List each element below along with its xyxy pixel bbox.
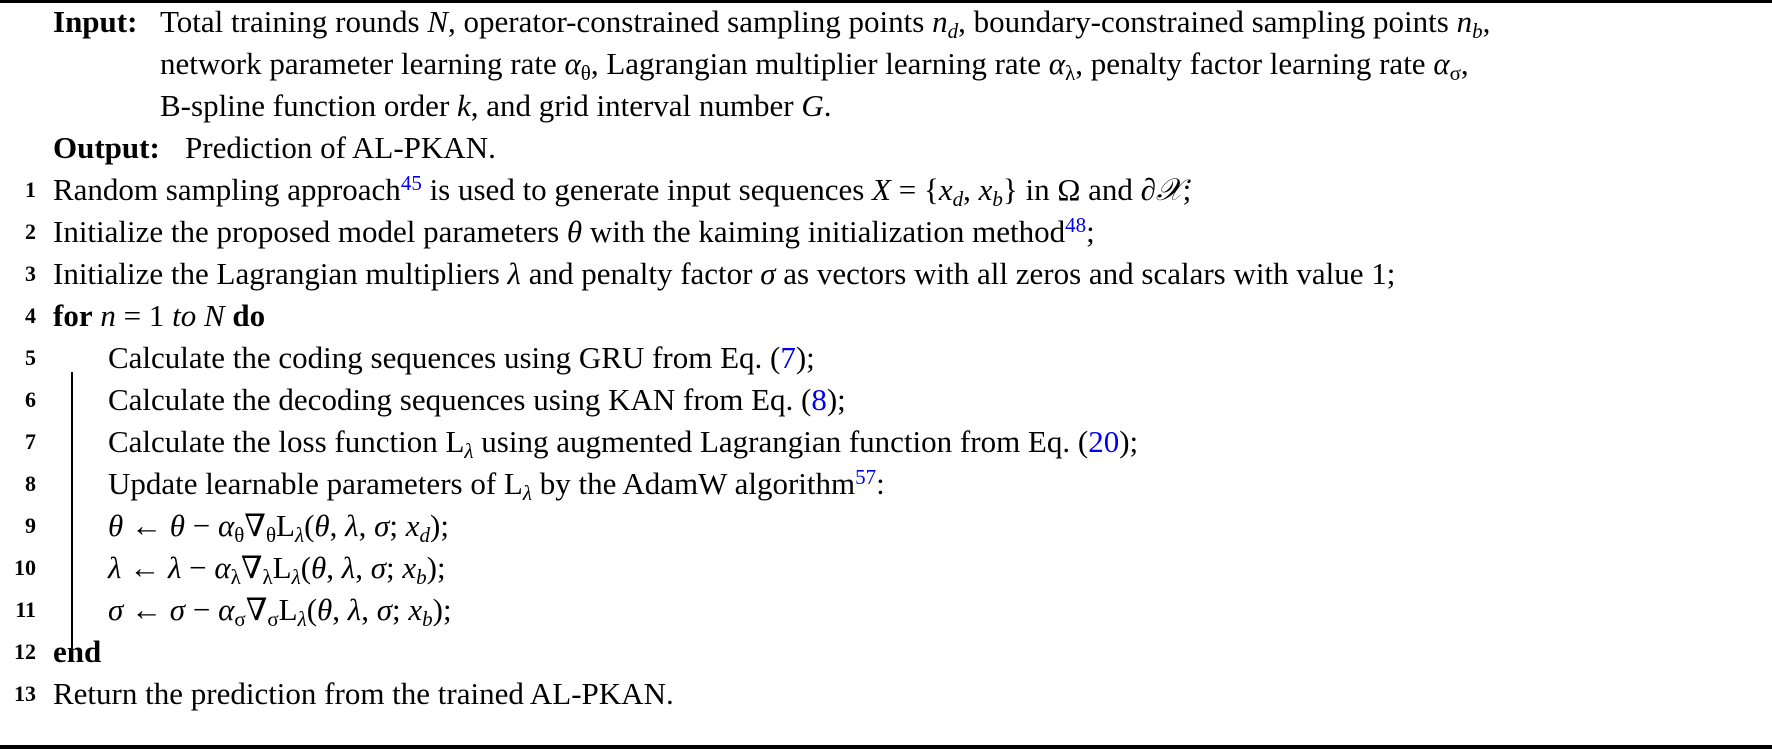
line-number: 1: [25, 177, 36, 202]
line-number: 7: [25, 429, 36, 454]
line-number: 4: [25, 303, 36, 328]
equation-link[interactable]: 7: [780, 340, 796, 375]
loop-indent-bar: [71, 372, 73, 652]
input-text-3: B-spline function order k, and grid interval number G.: [160, 88, 832, 123]
line-number: 10: [14, 555, 36, 580]
bottom-rule: [0, 745, 1772, 749]
line-number: 6: [25, 387, 36, 412]
line-number: 8: [25, 471, 36, 496]
citation-link[interactable]: 45: [400, 171, 422, 195]
line-number: 9: [25, 513, 36, 538]
line-number: 2: [25, 219, 36, 244]
line-number: 5: [25, 345, 36, 370]
equation-link[interactable]: 20: [1088, 424, 1120, 459]
top-rule: [0, 0, 1772, 3]
input-label: Input:: [53, 4, 138, 39]
input-text-2: network parameter learning rate $\alpha_\theta$, Lagrangian multiplier learning rate $\alpha_\lambda$, penalty factor learning rate $\alpha_\sigma$,: [160, 46, 1469, 85]
citation-link[interactable]: 48: [1065, 213, 1087, 237]
line-number: 12: [14, 639, 36, 664]
end-keyword: end: [53, 634, 102, 669]
input-text-1: Total training rounds N, operator-constrained sampling points $n_d$, boundary-constrained sampling points $n_b$,: [160, 4, 1491, 43]
output-text: Prediction of AL-PKAN.: [185, 130, 496, 165]
step-13-text: Return the prediction from the trained AL-PKAN.: [53, 676, 674, 711]
output-label: Output:: [53, 130, 160, 165]
line-number: 3: [25, 261, 36, 286]
citation-link[interactable]: 57: [855, 465, 877, 489]
equation-link[interactable]: 8: [811, 382, 827, 417]
line-number: 11: [15, 597, 36, 622]
line-number: 13: [14, 681, 36, 706]
